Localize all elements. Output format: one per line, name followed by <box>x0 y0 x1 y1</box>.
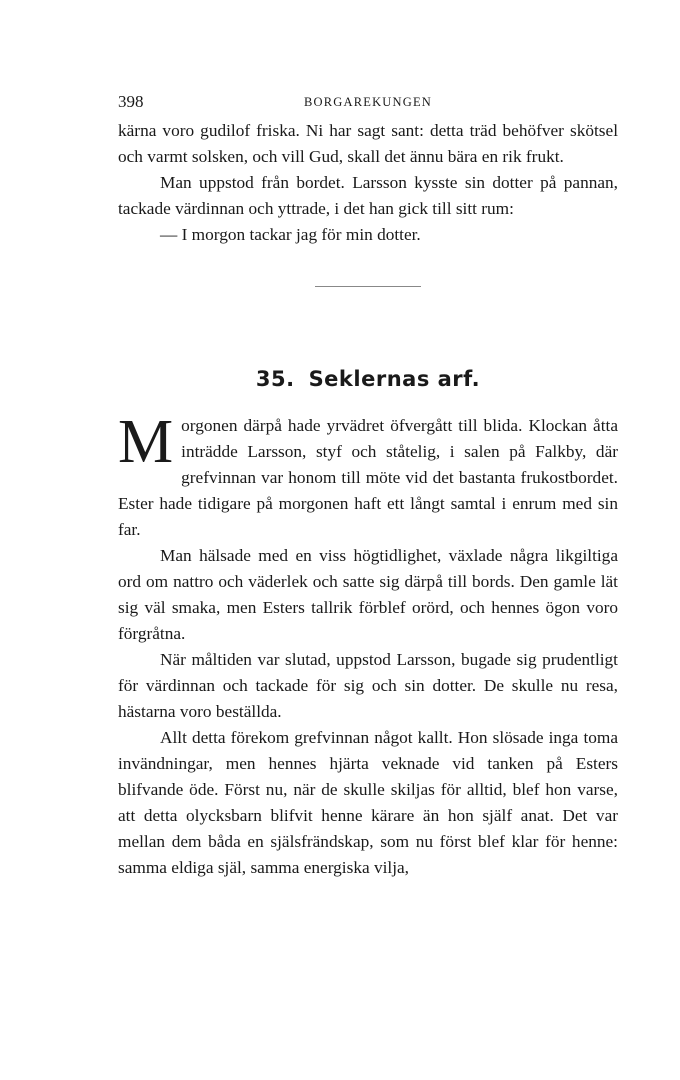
paragraph: Man uppstod från bordet. Larsson kysste sin dotter på pannan, tackade värdinnan och yttrade, i det han gick till sitt rum: <box>118 173 618 218</box>
dialogue-line: — I morgon tackar jag för min dotter. <box>160 225 421 244</box>
chapter-title: Seklernas arf. <box>308 367 481 391</box>
drop-cap-letter: M <box>118 408 174 476</box>
paragraph: När måltiden var slutad, uppstod Larsson, bugade sig prudentligt för värdinnan och tackade för sig och sin dotter. De skulle nu resa, hästarna voro beställda. <box>118 650 618 721</box>
paragraph: Allt detta förekom grefvinnan något kallt. Hon slösade inga toma invändningar, men hennes hjärta veknade vid tanken på Esters blifvande öde. Först nu, när de skulle skiljas för alltid, blef hon varse, att detta olycksbarn blifvit henne kärare än hon själf anat. Det var mellan dem båda en själsfrändskap, som nu först blef klar för henne: samma eldiga själ, samma energiska vilja, <box>118 728 618 877</box>
chapter-first-paragraph <box>118 408 618 543</box>
book-page <box>118 92 618 881</box>
page-number: 398 <box>118 92 144 111</box>
chapter-heading <box>118 365 618 393</box>
top-text-block <box>118 118 618 248</box>
section-divider-rule <box>315 286 421 287</box>
chapter-body <box>118 408 618 881</box>
paragraph-continued: kärna voro gudilof friska. Ni har sagt sant: detta träd behöfver skötsel och varmt solsken, och vill Gud, skall det ännu bära en rik frukt. <box>118 121 618 166</box>
paragraph: Man hälsade med en viss högtidlighet, växlade några likgiltiga ord om nattro och väderlek och satte sig därpå till bords. Den gamle lät sig väl smaka, men Esters tallrik förblef orörd, och hennes ögon voro förgråtna. <box>118 546 618 643</box>
first-paragraph-text: orgonen därpå hade yrvädret öfvergått till blida. Klockan åtta inträdde Larsson, styf och ståtelig, i salen på Falkby, där grefvinnan var honom till möte vid det bastanta frukostbordet. Ester hade tidigare på morgonen haft ett långt samtal i enrum med sin far. <box>118 416 618 539</box>
chapter-number: 35. <box>255 367 295 391</box>
running-title: BORGAREKUNGEN <box>303 95 433 109</box>
running-header <box>118 92 618 118</box>
